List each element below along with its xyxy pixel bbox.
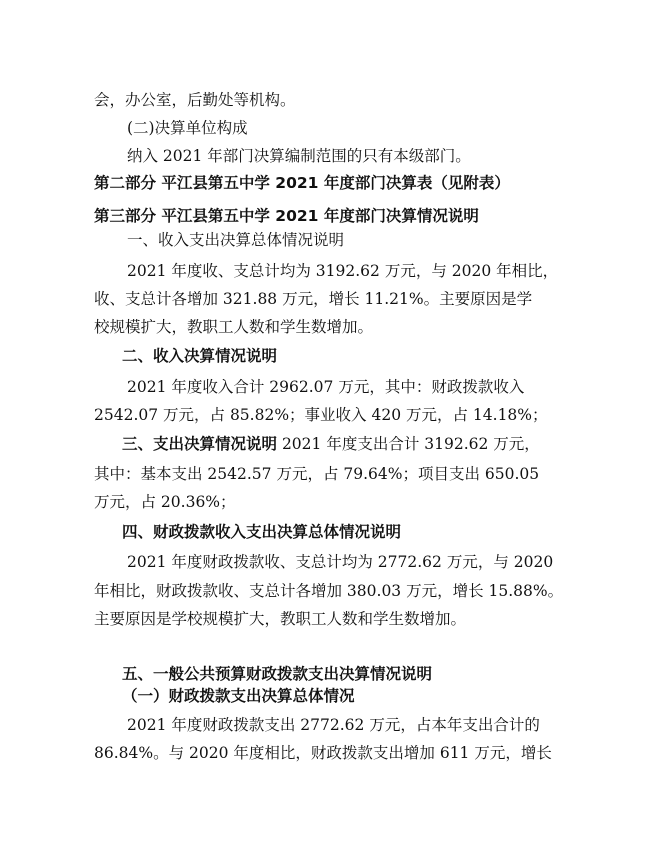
text-line: 其中：基本支出 2542.57 万元，占 79.64%；项目支出 650.05 xyxy=(94,465,540,483)
text-inline: 2021 年度支出合计 3192.62 万元， xyxy=(277,435,540,453)
section-heading: 第二部分 平江县第五中学 2021 年度部门决算表（见附表） xyxy=(94,174,510,192)
section-heading: 第三部分 平江县第五中学 2021 年度部门决算情况说明 xyxy=(94,207,479,225)
text-line: 年相比，财政拨款收、支总计各增加 380.03 万元，增长 15.88%。 xyxy=(94,582,564,600)
text-line: 万元，占 20.36%； xyxy=(94,493,236,511)
text-line: 主要原因是学校规模扩大，教职工人数和学生数增加。 xyxy=(94,610,467,628)
text-line: 2542.07 万元，占 85.82%；事业收入 420 万元，占 14.18%； xyxy=(94,406,548,424)
subsection-heading: 四、财政拨款收入支出决算总体情况说明 xyxy=(122,523,402,541)
text-line: 会，办公室，后勤处等机构。 xyxy=(94,91,296,109)
subsection-heading: （一）财政拨款支出决算总体情况 xyxy=(122,687,355,705)
text-line xyxy=(122,434,540,454)
subsection-heading: 一、收入支出决算总体情况说明 xyxy=(127,231,345,249)
subsection-heading: 三、支出决算情况说明 xyxy=(122,435,278,453)
text-line: 86.84%。与 2020 年度相比，财政拨款支出增加 611 万元，增长 xyxy=(94,744,552,762)
text-line: 2021 年度收入合计 2962.07 万元，其中：财政拨款收入 xyxy=(127,378,525,396)
text-line: 2021 年度财政拨款支出 2772.62 万元，占本年支出合计的 xyxy=(127,716,540,734)
text-line: 2021 年度收、支总计均为 3192.62 万元，与 2020 年相比， xyxy=(127,262,559,280)
text-line: 收、支总计各增加 321.88 万元，增长 11.21%。主要原因是学 xyxy=(94,290,533,308)
text-line: (二)决算单位构成 xyxy=(127,119,248,137)
text-line: 2021 年度财政拨款收、支总计均为 2772.62 万元，与 2020 xyxy=(127,553,554,571)
subsection-heading: 五、一般公共预算财政拨款支出决算情况说明 xyxy=(122,665,433,683)
text-line: 校规模扩大，教职工人数和学生数增加。 xyxy=(94,318,374,336)
subsection-heading: 二、收入决算情况说明 xyxy=(122,347,278,365)
text-line: 纳入 2021 年部门决算编制范围的只有本级部门。 xyxy=(127,147,471,165)
